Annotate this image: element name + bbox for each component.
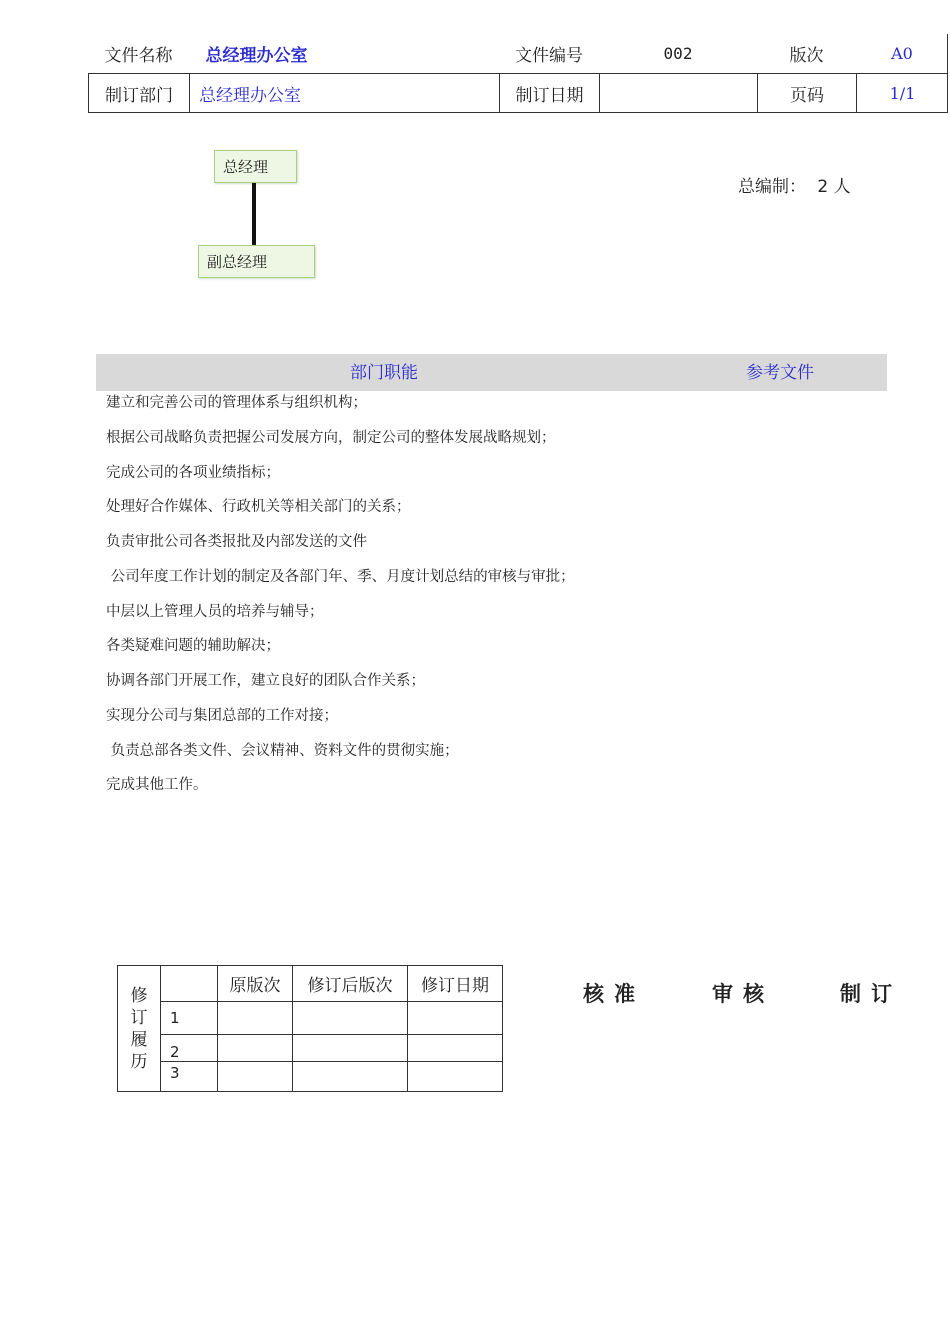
table-cell[interactable]	[293, 1002, 408, 1035]
headcount	[738, 172, 857, 197]
file-name-value: 总经理办公室	[205, 46, 308, 66]
header-row-1	[88, 34, 948, 73]
column-header: 原版次	[218, 966, 293, 1002]
table-cell[interactable]	[408, 1002, 503, 1035]
table-cell	[161, 966, 218, 1002]
table-cell[interactable]	[408, 1062, 503, 1092]
duties-list	[106, 393, 575, 810]
table-row	[118, 1002, 503, 1035]
functions-header-bar	[96, 354, 887, 391]
list-item: 处理好合作媒体、行政机关等相关部门的关系；	[106, 499, 411, 516]
file-no-label: 文件编号	[515, 46, 583, 66]
list-item: 完成公司的各项业绩指标；	[106, 464, 280, 481]
list-item: 中层以上管理人员的培养与辅导；	[106, 603, 324, 620]
dept-label: 制订部门	[89, 74, 190, 112]
file-name-label: 文件名称	[104, 46, 173, 66]
table-cell[interactable]	[218, 1062, 293, 1092]
row-number: 1	[161, 1002, 218, 1035]
page-label: 页码	[758, 74, 857, 112]
list-item: 负责总部各类文件、会议精神、资料文件的贯彻实施；	[106, 742, 459, 759]
date-value	[600, 74, 758, 112]
table-row	[118, 966, 503, 1002]
list-item: 协调各部门开展工作，建立良好的团队合作关系；	[106, 673, 425, 689]
org-node-label: 副总经理	[207, 253, 268, 271]
column-header: 修订后版次	[293, 966, 408, 1002]
header-edge-line	[947, 34, 948, 73]
list-item: 公司年度工作计划的制定及各部门年、季、月度计划总结的审核与审批；	[106, 568, 575, 585]
revision-history-table	[117, 965, 503, 1092]
list-item: 各类疑难问题的辅助解决；	[106, 638, 280, 655]
table-cell[interactable]	[293, 1035, 408, 1062]
reference-column-header: 参考文件	[746, 363, 814, 383]
prepare-label: 制订	[840, 982, 902, 1006]
table-row	[118, 1035, 503, 1062]
row-number: 2	[161, 1035, 218, 1062]
review-label: 审核	[712, 982, 774, 1006]
approve-label: 核准	[583, 982, 645, 1006]
list-item: 根据公司战略负责把握公司发展方向，制定公司的整体发展战略规划；	[106, 429, 556, 446]
headcount-value: 2 人	[817, 177, 851, 197]
list-item: 建立和完善公司的管理体系与组织机构；	[106, 395, 367, 411]
table-cell[interactable]	[408, 1035, 503, 1062]
table-row	[118, 1062, 503, 1092]
org-node-deputy-manager	[198, 245, 315, 278]
page-value: 1/1	[889, 83, 916, 103]
row-number: 3	[161, 1062, 218, 1092]
column-header: 修订日期	[408, 966, 503, 1002]
org-node-general-manager	[214, 150, 297, 183]
list-item: 实现分公司与集团总部的工作对接；	[106, 707, 338, 724]
list-item: 负责审批公司各类报批及内部发送的文件	[106, 534, 367, 550]
dept-value: 总经理办公室	[190, 74, 500, 112]
headcount-label: 总编制：	[738, 177, 806, 197]
header-row-2	[88, 73, 948, 113]
date-label: 制订日期	[500, 74, 600, 112]
org-node-label: 总经理	[223, 158, 269, 176]
revision-side-label	[118, 966, 161, 1092]
table-cell[interactable]	[293, 1062, 408, 1092]
table-cell[interactable]	[218, 1035, 293, 1062]
document-header-table	[88, 34, 948, 113]
file-no-value: 002	[663, 44, 693, 63]
table-cell[interactable]	[218, 1002, 293, 1035]
functions-column-header: 部门职能	[350, 363, 418, 383]
list-item: 完成其他工作。	[106, 777, 208, 794]
revision-side-label-text: 修订履历	[130, 985, 148, 1072]
version-label: 版次	[789, 46, 824, 66]
version-value: A0	[891, 44, 913, 63]
org-connector-line	[252, 183, 256, 245]
